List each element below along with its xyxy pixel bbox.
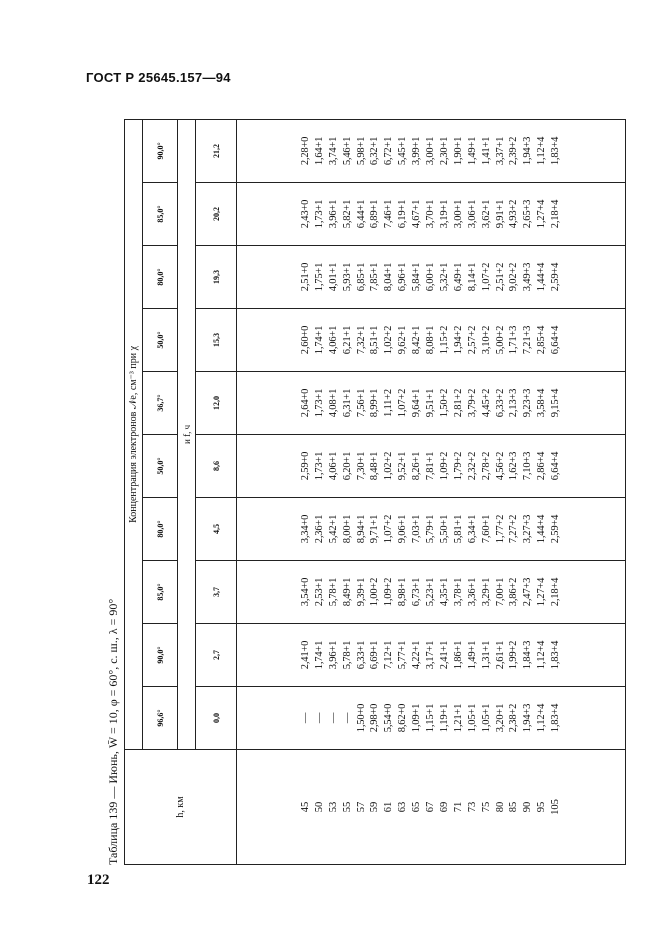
table-cell: 7,46+1 [383, 199, 395, 229]
table-cell: 1,05+1 [466, 703, 478, 733]
table-cell: 1,49+1 [466, 640, 478, 670]
table-cell: 3,49+3 [522, 262, 534, 292]
table-cell: 3,74+1 [327, 136, 339, 166]
data-column [299, 183, 563, 245]
table-cell: 2,30+1 [438, 136, 450, 166]
freq-header: 8,6 [196, 435, 237, 498]
table-cell: 1,74+1 [313, 640, 325, 670]
data-column [299, 561, 563, 623]
table-cell: 5,84+1 [411, 262, 423, 292]
table-cell: 1,21+1 [452, 703, 464, 733]
data-column [299, 498, 563, 560]
table-cell: 3,96+1 [327, 640, 339, 670]
table-cell: 2,47+3 [522, 577, 534, 607]
table-cell: 9,52+1 [397, 451, 409, 481]
table-cell: 8,26+1 [411, 451, 423, 481]
table-cell: 2,86+4 [536, 451, 548, 481]
table-cell: 1,07+2 [383, 514, 395, 544]
table-cell: 4,22+1 [411, 640, 423, 670]
table-cell: 2,60+0 [299, 325, 311, 355]
table-cell: 1,09+2 [438, 451, 450, 481]
table-cell: 8,14+1 [466, 262, 478, 292]
height-values [299, 750, 563, 864]
table-cell: 5,77+1 [397, 640, 409, 670]
table-cell: 2,28+0 [299, 136, 311, 166]
table-cell: 5,50+1 [438, 514, 450, 544]
height-value: 45 [299, 801, 311, 813]
table-cell: 1,62+3 [508, 451, 520, 481]
table-cell: 9,91+1 [494, 199, 506, 229]
table-cell: 1,84+3 [522, 640, 534, 670]
table-cell: 9,64+1 [411, 388, 423, 418]
freq-header: 4,5 [196, 498, 237, 561]
table-cell: 1,12+4 [536, 703, 548, 733]
table-cell: 5,78+1 [341, 640, 353, 670]
table-cell: 7,21+3 [522, 325, 534, 355]
table-cell: 2,85+4 [536, 325, 548, 355]
data-column [299, 120, 563, 182]
table-cell: 1,83+4 [550, 640, 562, 670]
table-cell: 6,64+4 [550, 451, 562, 481]
data-column [299, 435, 563, 497]
table-cell: 5,79+1 [425, 514, 437, 544]
data-column-cell [237, 372, 626, 435]
height-value: 105 [550, 799, 562, 815]
page-number: 122 [87, 872, 110, 888]
table-cell: 3,58+4 [536, 388, 548, 418]
table-cell: 2,43+0 [299, 199, 311, 229]
table-cell: 5,93+1 [341, 262, 353, 292]
table-cell: 7,56+1 [355, 388, 367, 418]
table-cell: 3,99+1 [411, 136, 423, 166]
height-column-header: h, км [125, 750, 237, 865]
table-cell: 6,96+1 [397, 262, 409, 292]
table-cell: 9,02+2 [508, 262, 520, 292]
table-cell: 8,98+1 [397, 577, 409, 607]
table-cell: 5,78+1 [327, 577, 339, 607]
angle-header: 85,0° [143, 183, 178, 246]
table-cell: 1,73+1 [313, 451, 325, 481]
table-cell: 6,19+1 [397, 199, 409, 229]
table-cell: 3,06+1 [466, 199, 478, 229]
height-value: 63 [397, 801, 409, 813]
table-cell: 7,60+1 [480, 514, 492, 544]
table-cell: 9,06+1 [397, 514, 409, 544]
table-cell: 6,33+1 [355, 640, 367, 670]
table-cell: 3,34+0 [299, 514, 311, 544]
table-cell: 1,77+2 [494, 514, 506, 544]
table-cell: 6,49+1 [452, 262, 464, 292]
table-cell: 1,09+1 [411, 703, 423, 733]
table-cell: 2,59+0 [299, 451, 311, 481]
table-cell: 3,36+1 [466, 577, 478, 607]
table-cell: 2,36+1 [313, 514, 325, 544]
freq-header: 12,0 [196, 372, 237, 435]
data-table [124, 119, 626, 865]
table-cell: 1,94+3 [522, 703, 534, 733]
table-cell: 1,27+4 [536, 577, 548, 607]
height-value: 59 [369, 801, 381, 813]
data-column-cell [237, 435, 626, 498]
table-cell: 1,44+4 [536, 262, 548, 292]
freq-header: 21,2 [196, 119, 237, 182]
table-cell: 6,85+1 [355, 262, 367, 292]
table-cell: 7,30+1 [355, 451, 367, 481]
table-cell: 1,73+1 [313, 199, 325, 229]
height-value: 95 [536, 801, 548, 813]
table-cell: 1,75+1 [313, 262, 325, 292]
data-column [299, 372, 563, 434]
table-cell: 2,51+0 [299, 262, 311, 292]
table-cell: 7,27+2 [508, 514, 520, 544]
data-column-cell [237, 687, 626, 750]
height-value: 65 [411, 801, 423, 813]
table-cell: 3,62+1 [480, 199, 492, 229]
table-cell: 2,41+0 [299, 640, 311, 670]
table-cell: 3,37+1 [494, 136, 506, 166]
angle-header: 90,0° [143, 624, 178, 687]
freq-header: 0,0 [196, 687, 237, 750]
table-cell: 1,27+4 [536, 199, 548, 229]
table-cell: 1,02+2 [383, 451, 395, 481]
angle-header: 50,0° [143, 309, 178, 372]
data-column-cell [237, 119, 626, 182]
angle-header: 85,0° [143, 561, 178, 624]
table-cell: 2,18+4 [550, 577, 562, 607]
freq-header: 2,7 [196, 624, 237, 687]
table-cell: 3,54+0 [299, 577, 311, 607]
table-cell: 6,64+4 [550, 325, 562, 355]
table-cell: 2,32+2 [466, 451, 478, 481]
table-cell: 2,57+2 [466, 325, 478, 355]
table-cell: 9,71+1 [369, 514, 381, 544]
table-cell: 2,65+3 [522, 199, 534, 229]
table-cell: — [313, 712, 325, 724]
table-cell: 5,45+1 [397, 136, 409, 166]
height-value: 53 [327, 801, 339, 813]
height-value: 61 [383, 801, 395, 813]
freq-header: 19,3 [196, 246, 237, 309]
table-cell: 4,45+2 [480, 388, 492, 418]
table-cell: 1,07+2 [397, 388, 409, 418]
table-cell: 3,20+1 [494, 703, 506, 733]
table-cell: 1,50+2 [438, 388, 450, 418]
data-column-cell [237, 498, 626, 561]
height-value: 85 [508, 801, 520, 813]
table-cell: 5,81+1 [452, 514, 464, 544]
table-cell: 7,10+3 [522, 451, 534, 481]
table-cell: 1,64+1 [313, 136, 325, 166]
table-cell: 1,19+1 [438, 703, 450, 733]
freq-header: 3,7 [196, 561, 237, 624]
table-cell: 8,42+1 [411, 325, 423, 355]
table-cell: 1,99+2 [508, 640, 520, 670]
table-cell: 3,70+1 [425, 199, 437, 229]
freq-header: 20,2 [196, 183, 237, 246]
table-cell: 9,51+1 [425, 388, 437, 418]
table-cell: 1,79+2 [452, 451, 464, 481]
table-cell: 3,17+1 [425, 640, 437, 670]
table-cell: 8,00+1 [341, 514, 353, 544]
table-cell: 6,31+1 [341, 388, 353, 418]
document-header: ГОСТ Р 25645.157—94 [86, 70, 231, 85]
table-cell: 8,48+1 [369, 451, 381, 481]
table-cell: 8,04+1 [383, 262, 395, 292]
table-cell: 3,78+1 [452, 577, 464, 607]
table-cell: 8,08+1 [425, 325, 437, 355]
table-cell: 7,81+1 [425, 451, 437, 481]
table-cell: 5,54+0 [383, 703, 395, 733]
table-cell: 8,49+1 [341, 577, 353, 607]
data-column-cell [237, 624, 626, 687]
table-cell: 2,39+2 [508, 136, 520, 166]
table-cell: 8,94+1 [355, 514, 367, 544]
freq-header: 15,3 [196, 309, 237, 372]
table-cell: 2,51+2 [494, 262, 506, 292]
height-value: 55 [341, 801, 353, 813]
table-cell: 1,15+2 [438, 325, 450, 355]
table-cell: 6,73+1 [411, 577, 423, 607]
table-cell: 5,42+1 [327, 514, 339, 544]
table-cell: 7,03+1 [411, 514, 423, 544]
table-cell: 1,07+2 [480, 262, 492, 292]
table-cell: 3,86+2 [508, 577, 520, 607]
table-cell: 3,19+1 [438, 199, 450, 229]
table-cell: 1,15+1 [425, 703, 437, 733]
height-value: 73 [466, 801, 478, 813]
rotated-table-block [102, 120, 627, 865]
table-cell: 4,35+1 [438, 577, 450, 607]
table-cell: — [341, 712, 353, 724]
data-column [299, 309, 563, 371]
table-cell: 7,85+1 [369, 262, 381, 292]
height-value: 71 [452, 801, 464, 813]
table-cell: 3,29+1 [480, 577, 492, 607]
table-cell: 2,98+0 [369, 703, 381, 733]
table-cell: 9,15+4 [550, 388, 562, 418]
table-cell: 1,86+1 [452, 640, 464, 670]
table-cell: 6,00+1 [425, 262, 437, 292]
table-cell: 9,23+3 [522, 388, 534, 418]
height-value: 50 [313, 801, 325, 813]
table-cell: 2,81+2 [452, 388, 464, 418]
table-cell: 1,09+2 [383, 577, 395, 607]
table-cell: 5,23+1 [425, 577, 437, 607]
table-cell: 5,46+1 [341, 136, 353, 166]
data-column [299, 624, 563, 686]
table-cell: 5,98+1 [355, 136, 367, 166]
table-cell: 2,61+1 [494, 640, 506, 670]
table-cell: 4,06+1 [327, 451, 339, 481]
table-cell: 1,90+1 [452, 136, 464, 166]
table-cell: 8,51+1 [369, 325, 381, 355]
angle-header: 90,0° [143, 119, 178, 182]
table-cell: — [299, 712, 311, 724]
table-cell: — [327, 712, 339, 724]
table-cell: 9,62+1 [397, 325, 409, 355]
table-cell: 1,94+3 [522, 136, 534, 166]
height-value: 69 [438, 801, 450, 813]
table-cell: 2,64+0 [299, 388, 311, 418]
table-cell: 1,00+2 [369, 577, 381, 607]
table-cell: 8,62+0 [397, 703, 409, 733]
table-cell: 9,39+1 [355, 577, 367, 607]
subheader: и f, ч [178, 119, 196, 749]
data-column-cell [237, 246, 626, 309]
table-cell: 3,96+1 [327, 199, 339, 229]
angle-header: 80,0° [143, 498, 178, 561]
height-value: 67 [425, 801, 437, 813]
table-cell: 1,83+4 [550, 136, 562, 166]
table-cell: 2,78+2 [480, 451, 492, 481]
table-cell: 1,94+2 [452, 325, 464, 355]
table-cell: 4,67+1 [411, 199, 423, 229]
table-cell: 6,72+1 [383, 136, 395, 166]
table-cell: 2,13+3 [508, 388, 520, 418]
table-cell: 4,01+1 [327, 262, 339, 292]
table-cell: 6,33+2 [494, 388, 506, 418]
table-cell: 1,49+1 [466, 136, 478, 166]
table-caption: Таблица 139 — Июнь, W̄ = 10, φ = 60°, с. ш., λ = 90° [106, 598, 120, 865]
data-column-cell [237, 183, 626, 246]
height-value: 75 [480, 801, 492, 813]
table-cell: 8,99+1 [369, 388, 381, 418]
table-cell: 7,00+1 [494, 577, 506, 607]
angle-header: 50,0° [143, 435, 178, 498]
table-cell: 3,00+1 [452, 199, 464, 229]
table-cell: 1,74+1 [313, 325, 325, 355]
table-cell: 7,32+1 [355, 325, 367, 355]
angle-header: 96,6° [143, 687, 178, 750]
table-cell: 7,12+1 [383, 640, 395, 670]
table-cell: 1,41+1 [480, 136, 492, 166]
table-cell: 1,31+1 [480, 640, 492, 670]
table-cell: 2,59+4 [550, 262, 562, 292]
table-cell: 1,05+1 [480, 703, 492, 733]
height-value: 90 [522, 801, 534, 813]
table-cell: 4,06+1 [327, 325, 339, 355]
table-cell: 1,11+2 [383, 389, 395, 417]
table-cell: 2,18+4 [550, 199, 562, 229]
table-cell: 6,32+1 [369, 136, 381, 166]
table-cell: 4,56+2 [494, 451, 506, 481]
table-cell: 1,12+4 [536, 640, 548, 670]
table-cell: 2,41+1 [438, 640, 450, 670]
group-header: Концентрация электронов 𝒩e, см⁻³ при χ [125, 119, 143, 749]
table-cell: 1,73+1 [313, 388, 325, 418]
table-cell: 5,82+1 [341, 199, 353, 229]
table-cell: 3,79+2 [466, 388, 478, 418]
table-cell: 6,89+1 [369, 199, 381, 229]
table-cell: 5,00+2 [494, 325, 506, 355]
data-column [299, 687, 563, 749]
table-cell: 6,20+1 [341, 451, 353, 481]
height-value: 80 [494, 801, 506, 813]
table-cell: 1,44+4 [536, 514, 548, 544]
data-column-cell [237, 309, 626, 372]
table-cell: 2,53+1 [313, 577, 325, 607]
table-cell: 1,71+3 [508, 325, 520, 355]
data-column-cell [237, 561, 626, 624]
table-cell: 1,83+4 [550, 703, 562, 733]
data-column [299, 246, 563, 308]
table-cell: 2,38+2 [508, 703, 520, 733]
table-cell: 6,21+1 [341, 325, 353, 355]
table-cell: 3,00+1 [425, 136, 437, 166]
height-value: 57 [355, 801, 367, 813]
table-cell: 2,59+4 [550, 514, 562, 544]
angle-header: 80,0° [143, 246, 178, 309]
table-cell: 1,02+2 [383, 325, 395, 355]
height-values-cell [237, 750, 626, 865]
table-cell: 3,27+3 [522, 514, 534, 544]
table-cell: 6,69+1 [369, 640, 381, 670]
table-cell: 1,50+0 [355, 703, 367, 733]
table-cell: 4,08+1 [327, 388, 339, 418]
table-cell: 6,44+1 [355, 199, 367, 229]
table-cell: 6,34+1 [466, 514, 478, 544]
table-cell: 1,12+4 [536, 136, 548, 166]
table-cell: 3,10+2 [480, 325, 492, 355]
table-cell: 4,93+2 [508, 199, 520, 229]
angle-header: 36,7° [143, 372, 178, 435]
table-cell: 5,32+1 [438, 262, 450, 292]
